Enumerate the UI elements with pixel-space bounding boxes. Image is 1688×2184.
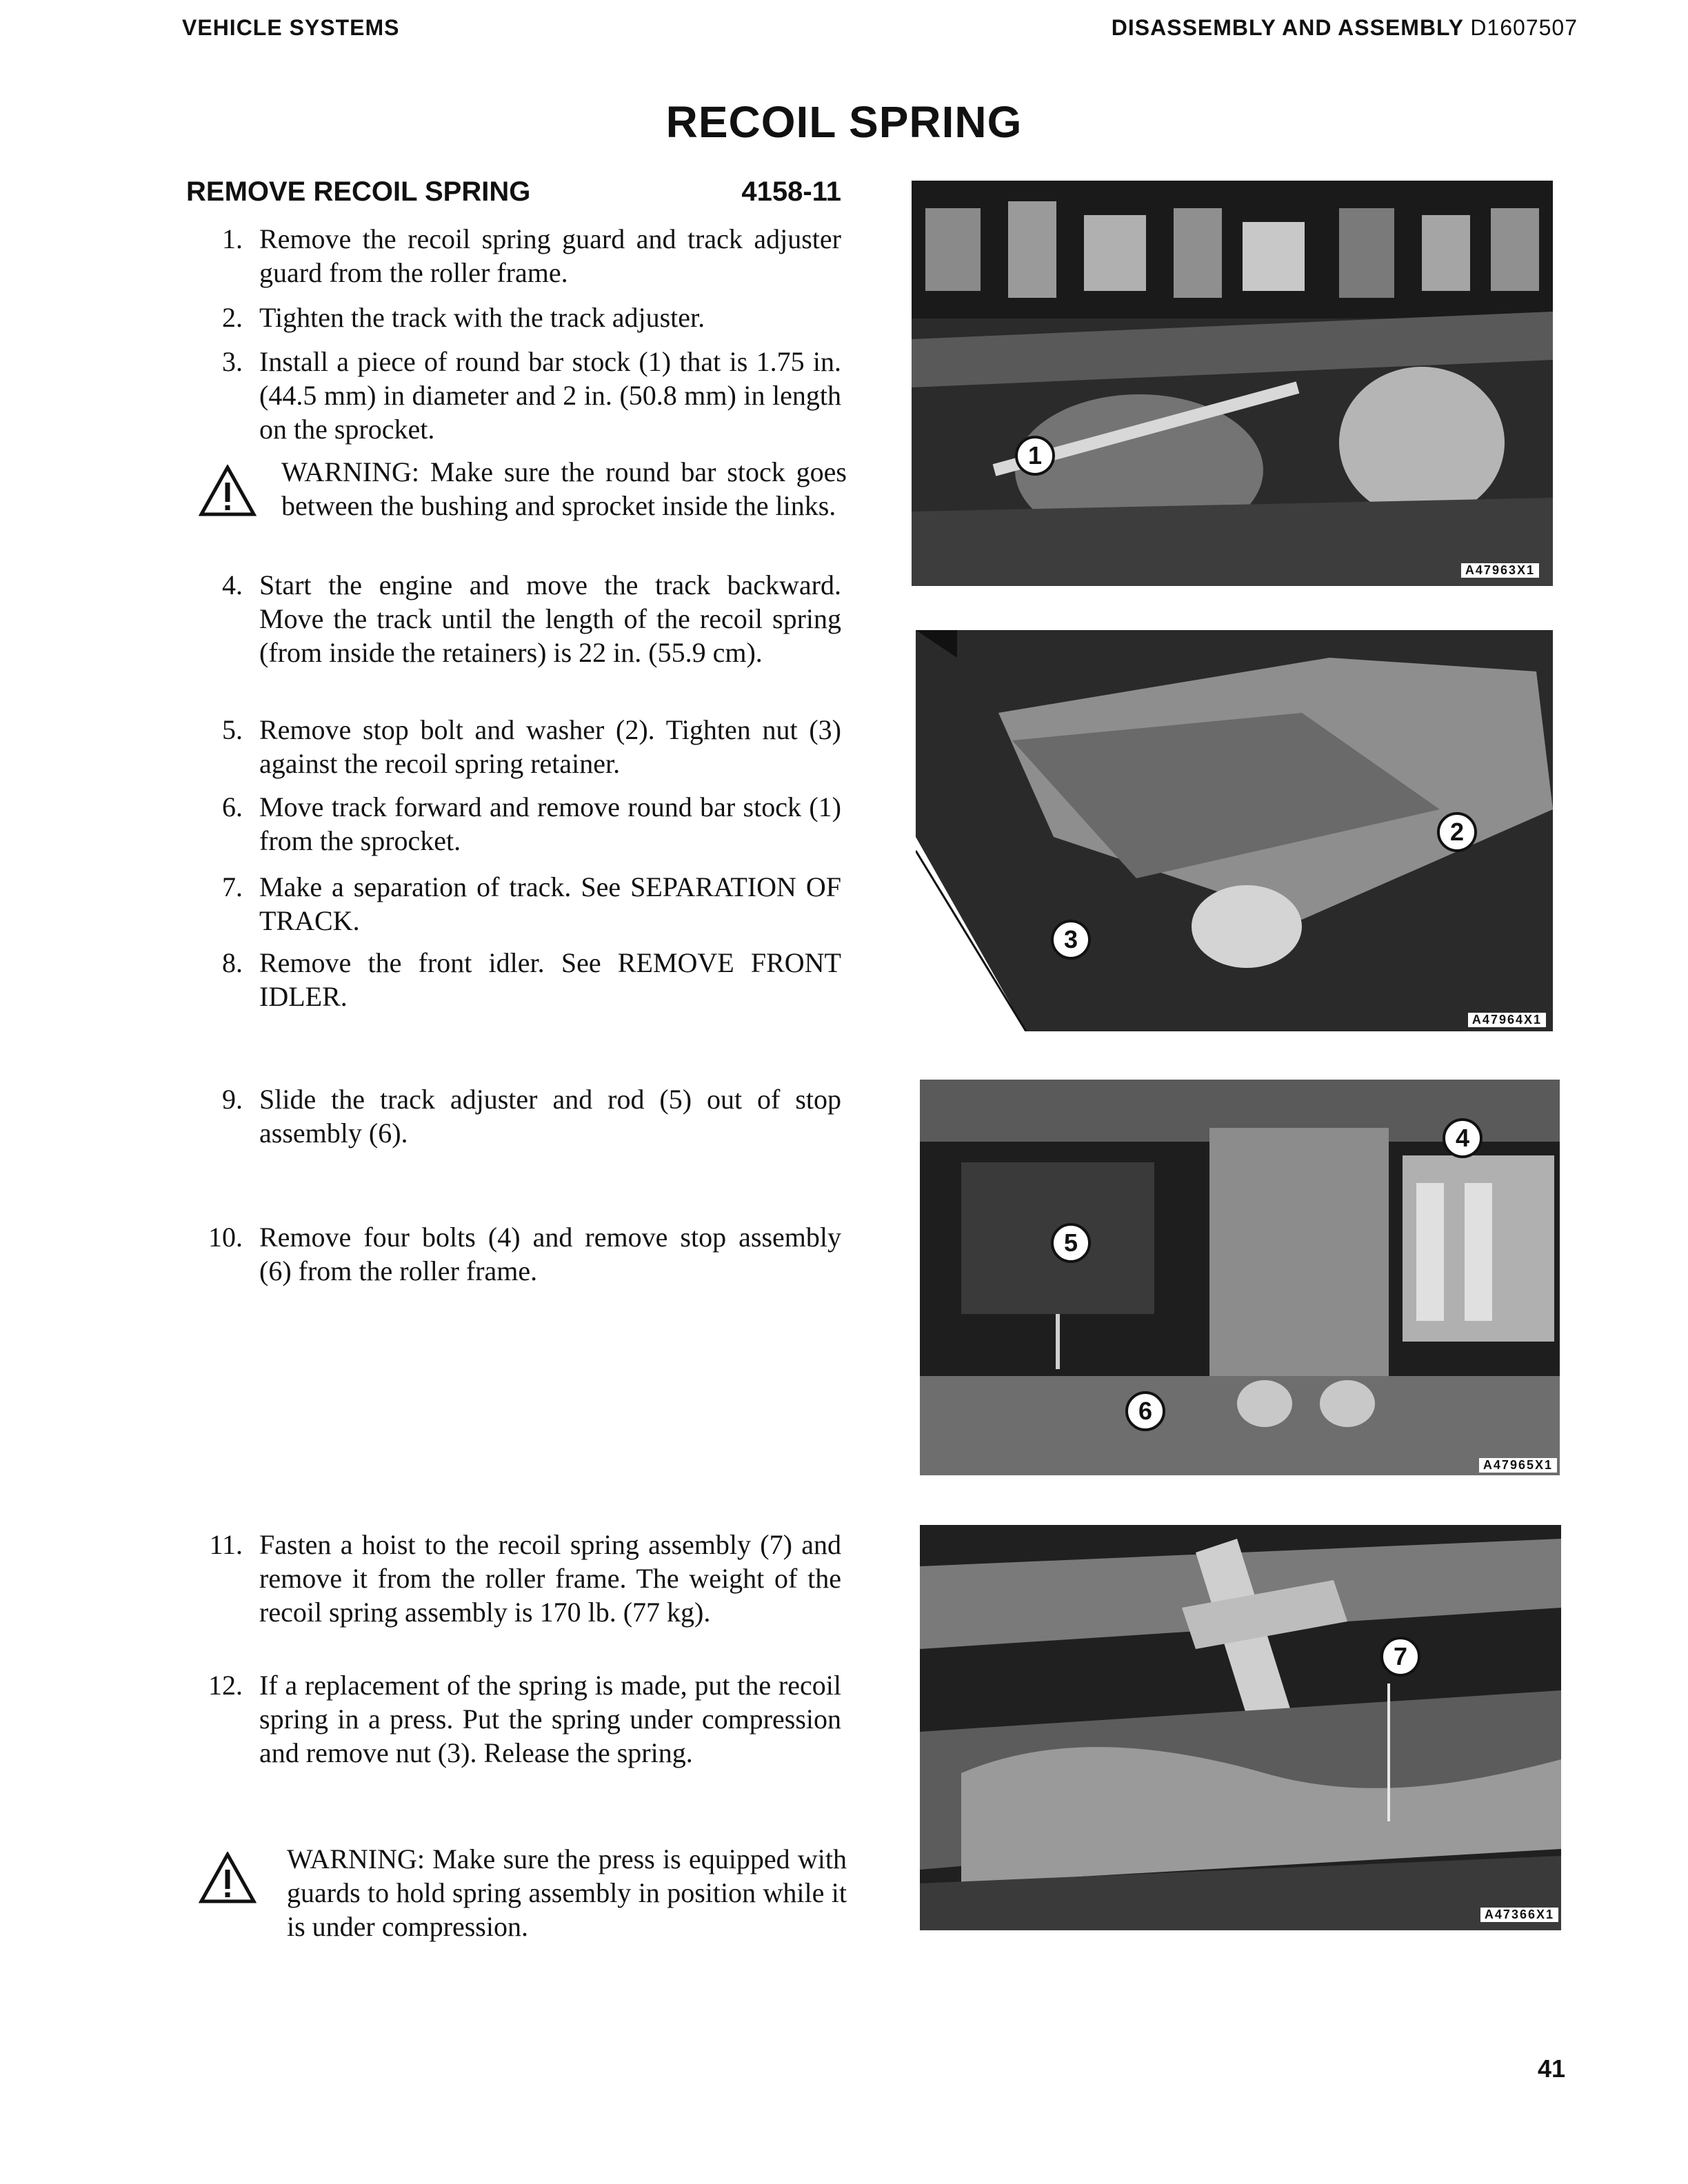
photo-recoil-spring-assembly <box>920 1525 1561 1930</box>
callout-2: 2 <box>1437 812 1477 852</box>
section-heading-text: REMOVE RECOIL SPRING <box>186 176 531 207</box>
photo-stop-assembly <box>920 1080 1560 1475</box>
callout-6: 6 <box>1125 1391 1165 1431</box>
callout-7: 7 <box>1380 1637 1420 1677</box>
photo-id: A47964X1 <box>1468 1013 1546 1027</box>
step-9 <box>193 1082 841 1150</box>
step-1 <box>193 222 841 290</box>
step-number: 10. <box>208 1222 243 1253</box>
running-header-right <box>1112 15 1578 41</box>
step-5 <box>193 713 841 780</box>
step-text: Remove stop bolt and washer (2). Tighten nut (3) against the recoil spring retainer. <box>259 714 841 779</box>
step-number: 5. <box>222 714 243 745</box>
step-number: 1. <box>222 223 243 254</box>
step-text: Install a piece of round bar stock (1) that is 1.75 in. (44.5 mm) in diameter and 2 in. (50.8 mm) in length on the sprocket. <box>259 346 841 445</box>
step-number: 7. <box>222 871 243 902</box>
step-2 <box>193 301 841 334</box>
step-11 <box>193 1528 841 1629</box>
step-text: Tighten the track with the track adjuster. <box>259 302 705 333</box>
step-number: 2. <box>222 302 243 333</box>
step-7 <box>193 870 841 938</box>
section-heading <box>186 176 841 208</box>
step-number: 3. <box>222 346 243 377</box>
page-number: 41 <box>1537 2054 1565 2083</box>
step-text: Remove the front idler. See REMOVE FRONT IDLER. <box>259 947 841 1012</box>
step-text: If a replacement of the spring is made, put the recoil spring in a press. Put the spring under compression and remove nut (3). Release the spring. <box>259 1670 841 1768</box>
callout-4: 4 <box>1443 1118 1483 1158</box>
step-12 <box>193 1668 841 1770</box>
step-text: Remove the recoil spring guard and track adjuster guard from the roller frame. <box>259 223 841 288</box>
photo-id: A47963X1 <box>1461 563 1539 578</box>
step-number: 12. <box>208 1670 243 1701</box>
warning-text: WARNING: Make sure the press is equipped with guards to hold spring assembly in position while it is under compression. <box>287 1843 847 1942</box>
running-header-left: VEHICLE SYSTEMS <box>182 15 400 40</box>
photo-recoil-bar-stock <box>912 181 1553 586</box>
step-text: Start the engine and move the track backward. Move the track until the length of the recoil spring (from inside the retainers) is 22 in. (55.9 cm). <box>259 569 841 668</box>
step-number: 8. <box>222 947 243 978</box>
warning-1 <box>199 455 847 523</box>
callout-5: 5 <box>1051 1223 1091 1263</box>
step-text: Fasten a hoist to the recoil spring assembly (7) and remove it from the roller frame. The weight of the recoil spring assembly is 170 lb. (77 kg). <box>259 1529 841 1628</box>
step-text: Move track forward and remove round bar stock (1) from the sprocket. <box>259 791 841 856</box>
photo-stop-bolt-nut <box>916 630 1553 1031</box>
step-number: 11. <box>209 1529 243 1560</box>
document-code: D1607507 <box>1470 15 1578 40</box>
warning-2 <box>199 1842 847 1943</box>
step-number: 4. <box>222 569 243 600</box>
warning-triangle-icon <box>199 1852 257 1904</box>
step-4 <box>193 568 841 669</box>
section-number: 4158-11 <box>741 176 841 207</box>
step-number: 6. <box>222 791 243 822</box>
photo-image <box>920 1525 1561 1930</box>
step-10 <box>193 1220 841 1288</box>
step-number: 9. <box>222 1084 243 1115</box>
step-3 <box>193 345 841 446</box>
callout-3: 3 <box>1051 920 1091 960</box>
callout-1: 1 <box>1015 436 1055 476</box>
photo-image <box>912 181 1553 586</box>
step-text: Slide the track adjuster and rod (5) out of stop assembly (6). <box>259 1084 841 1149</box>
step-6 <box>193 790 841 858</box>
step-8 <box>193 946 841 1013</box>
photo-id: A47366X1 <box>1480 1908 1558 1922</box>
step-text: Make a separation of track. See SEPARATION OF TRACK. <box>259 871 841 936</box>
warning-triangle-icon <box>199 465 257 517</box>
warning-text: WARNING: Make sure the round bar stock goes between the bushing and sprocket inside the links. <box>281 456 847 521</box>
photo-id: A47965X1 <box>1479 1458 1557 1473</box>
page-title: RECOIL SPRING <box>665 97 1023 147</box>
step-text: Remove four bolts (4) and remove stop assembly (6) from the roller frame. <box>259 1222 841 1286</box>
running-header-section: DISASSEMBLY AND ASSEMBLY <box>1111 15 1464 40</box>
